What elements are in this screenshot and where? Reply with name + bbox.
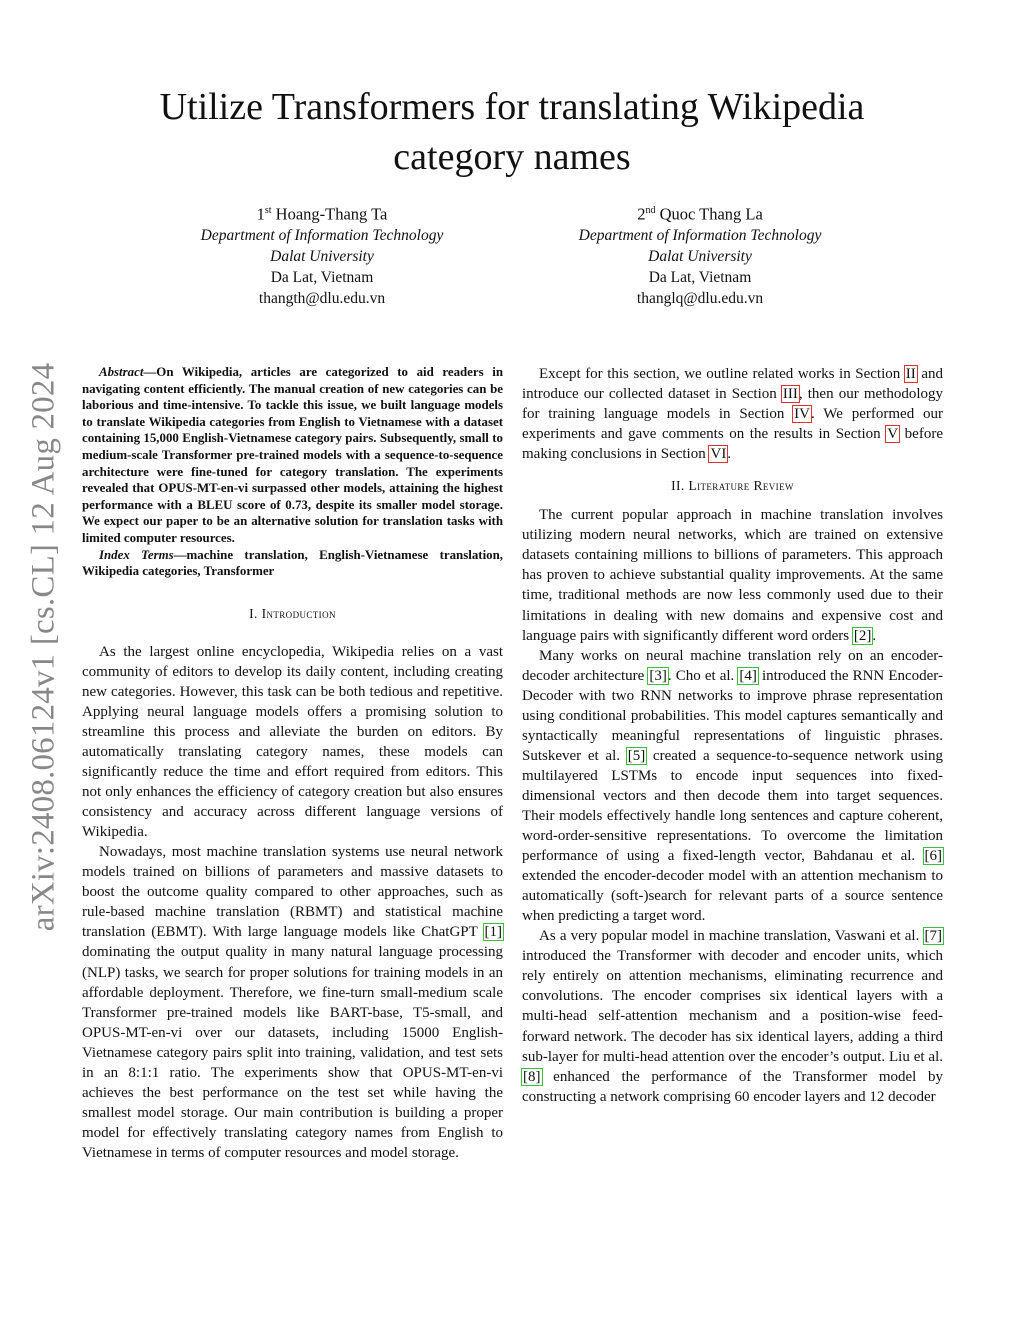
abstract (82, 364, 503, 547)
left-column (82, 364, 503, 1163)
paragraph-text: extended the encoder-decoder model with an attention mechanism to automatically (soft-)search for relevant parts of a source sentence when predicting a target word. (522, 868, 943, 925)
paragraph-text: introduced the RNN Encoder-Decoder with two RNN networks to improve phrase representation using conditional probabilities. This model captures semantically and syntactically meaningful representations of linguistic phrases. Sutskever et al. (522, 667, 943, 764)
section-heading-introduction (82, 604, 503, 624)
paper-title: Utilize Transformers for translating Wikipedia category names (159, 86, 865, 178)
index-terms-label: Index Terms (99, 547, 174, 562)
section-link-ii[interactable]: II (905, 366, 916, 382)
paragraph-text: before making conclusions in Section (522, 426, 943, 463)
section-title: Introduction (261, 605, 336, 621)
paragraph-text: The current popular approach in machine translation involves utilizing modern neural networks, which are trained on extensive datasets containing millions to billions of parameters. This approach has proven to achieve substantial quality improvements. At the same time, traditional methods are now less commonly used due to their limitations in dealing with new domains and expensive cost and language pairs with significantly different word orders (522, 507, 943, 644)
intro-paragraph-2 (82, 842, 503, 1163)
paragraph-text: introduced the Transformer with decoder and encoder units, which rely entirely on attention mechanisms, eliminating recurrence and convolutions. The encoder comprises six identical layers with a multi-head self-attention mechanism and a position-wise feed-forward network. The decoder has six identical layers, adding a third sub-layer for multi-head attention over the encoder’s output. Liu et al. (522, 948, 943, 1065)
author-city: Da Lat, Vietnam (270, 268, 374, 286)
author-ordinal-suffix: st (264, 205, 272, 216)
paragraph-text: Many works on neural machine translation rely on an encoder-decoder architecture (522, 647, 943, 684)
intro-paragraph-3 (522, 364, 943, 464)
paragraph-text: Nowadays, most machine translation systems use neural network models trained on billions of parameters and massive datasets to boost the outcome quality compared to other approaches, such as rule-based machine translation (RBMT) and statistical machine translation (EBMT). With large language models like ChatGPT (82, 844, 503, 941)
lit-paragraph-1 (522, 505, 943, 645)
citation-link-6[interactable]: [6] (924, 848, 942, 865)
lit-paragraph-2 (522, 646, 943, 927)
intro-paragraph-1: As the largest online encyclopedia, Wikipedia relies on a vast community of editors to develop its daily content, including creating new categories. However, this task can be both tedious and repetitive. Applying neural language models offers a promising solution to streamline this process and alleviate the burden on editors. By automatically translating category names, these models can significantly reduce the time and effort required from editors. This not only enhances the efficiency of category creation but also ensures consistency and accuracy across different language versions of Wikipedia. (82, 643, 503, 841)
abstract-text: —On Wikipedia, articles are categorized to aid readers in navigating content efficiently. The manual creation of new categories can be laborious and time-intensive. To tackle this issue, we built language models to translate Wikipedia categories from English to Vietnamese with a dataset containing 15,000 English-Vietnamese category pairs. Subsequently, small to medium-scale Transformer pre-trained models with a sequence-to-sequence architecture were fine-tuned for category translation. The experiments revealed that OPUS-MT-en-vi surpassed other models, attaining the highest performance with a BLEU score of 0.73, despite its smaller model storage. We expect our paper to be an alternative solution for translation tasks with limited computer resources. (82, 365, 503, 545)
author-university: Dalat University (270, 247, 374, 265)
author-name-text: Hoang-Thang Ta (271, 204, 388, 224)
citation-link-2[interactable]: [2] (853, 627, 872, 644)
section-title: Literature Review (688, 478, 794, 494)
paragraph-text: enhanced the performance of the Transformer model by constructing a network comprising 60 encoder layers and 12 decoder (522, 1068, 943, 1105)
citation-link-1[interactable]: [1] (484, 924, 502, 941)
author-block-1 (142, 200, 502, 309)
author-city: Da Lat, Vietnam (648, 268, 752, 286)
paragraph-text: dominating the output quality in many natural language processing (NLP) tasks, we search for proper solutions for training models in an affordable deployment. Therefore, we fine-turn small-medium scale Transformer pre-trained models like BART-base, T5-small, and OPUS-MT-en-vi over our datasets, including 15000 English-Vietnamese category pairs split into training, validation, and test sets in an 8:1:1 ratio. The experiments show that OPUS-MT-en-vi achieves the best performance on the test set while having the smallest model storage. Our main contribution is building a proper model for effectively translating category names from English to Vietnamese in terms of computer resources and model storage. (82, 944, 503, 1161)
author-department: Department of Information Technology (578, 226, 822, 244)
paragraph-text: . We performed our experiments and gave comments on the results in Section (522, 406, 943, 443)
paragraph-text: As a very popular model in machine translation, Vaswani et al. (539, 928, 924, 945)
arxiv-sidebar-stamp (18, 350, 70, 945)
section-number: I. (249, 605, 262, 621)
section-link-vi[interactable]: VI (710, 446, 727, 463)
citation-link-7[interactable]: [7] (924, 928, 942, 945)
author-name-text: Quoc Thang La (655, 204, 763, 224)
arxiv-id-label: arXiv:2408.06124v1 [cs.CL] 12 Aug 2024 (25, 362, 62, 932)
author-name (142, 200, 502, 225)
abstract-label: Abstract (99, 365, 144, 379)
paragraph-text: created a sequence-to-sequence network using multilayered LSTMs to encode input sequences into fixed-dimensional vectors and then decode them into target sequences. Their models effectively handle long sentences and capture coherent, word-order-sensitive representations. To overcome the limitation performance of using a fixed-length vector, Bahdanau et al. (522, 747, 944, 865)
author-name (520, 200, 880, 225)
citation-link-3[interactable]: [3] (649, 667, 667, 684)
author-ordinal-suffix: nd (645, 205, 656, 216)
index-terms-text: —machine translation, English-Vietnamese translation, Wikipedia categories, Transformer (82, 547, 503, 579)
section-number: II. (671, 478, 689, 494)
paragraph-text: , then our methodology for training language models in Section (522, 386, 943, 423)
author-department: Department of Information Technology (200, 226, 444, 244)
author-block-2 (520, 200, 880, 309)
author-email: thangth@dlu.edu.vn (258, 289, 386, 307)
author-ordinal: 2 (637, 204, 646, 224)
citation-link-4[interactable]: [4] (739, 667, 757, 684)
paragraph-text: Except for this section, we outline related works in Section (539, 366, 905, 382)
section-link-iii[interactable]: III (782, 386, 798, 403)
paragraph-text: . (872, 627, 877, 644)
author-ordinal: 1 (256, 204, 265, 224)
paragraph-text: and introduce our collected dataset in Section (522, 366, 943, 403)
citation-link-8[interactable]: [8] (523, 1068, 541, 1085)
paragraph-text: . Cho et al. (667, 667, 739, 684)
section-heading-literature-review (522, 476, 943, 496)
section-link-v[interactable]: V (887, 426, 899, 443)
lit-paragraph-3 (522, 926, 943, 1106)
index-terms (82, 547, 503, 580)
right-column (522, 364, 943, 1107)
paragraph-text: . (727, 446, 732, 463)
section-link-iv[interactable]: IV (794, 406, 810, 423)
author-university: Dalat University (648, 247, 752, 265)
author-email: thanglq@dlu.edu.vn (636, 289, 764, 307)
citation-link-5[interactable]: [5] (627, 747, 646, 764)
